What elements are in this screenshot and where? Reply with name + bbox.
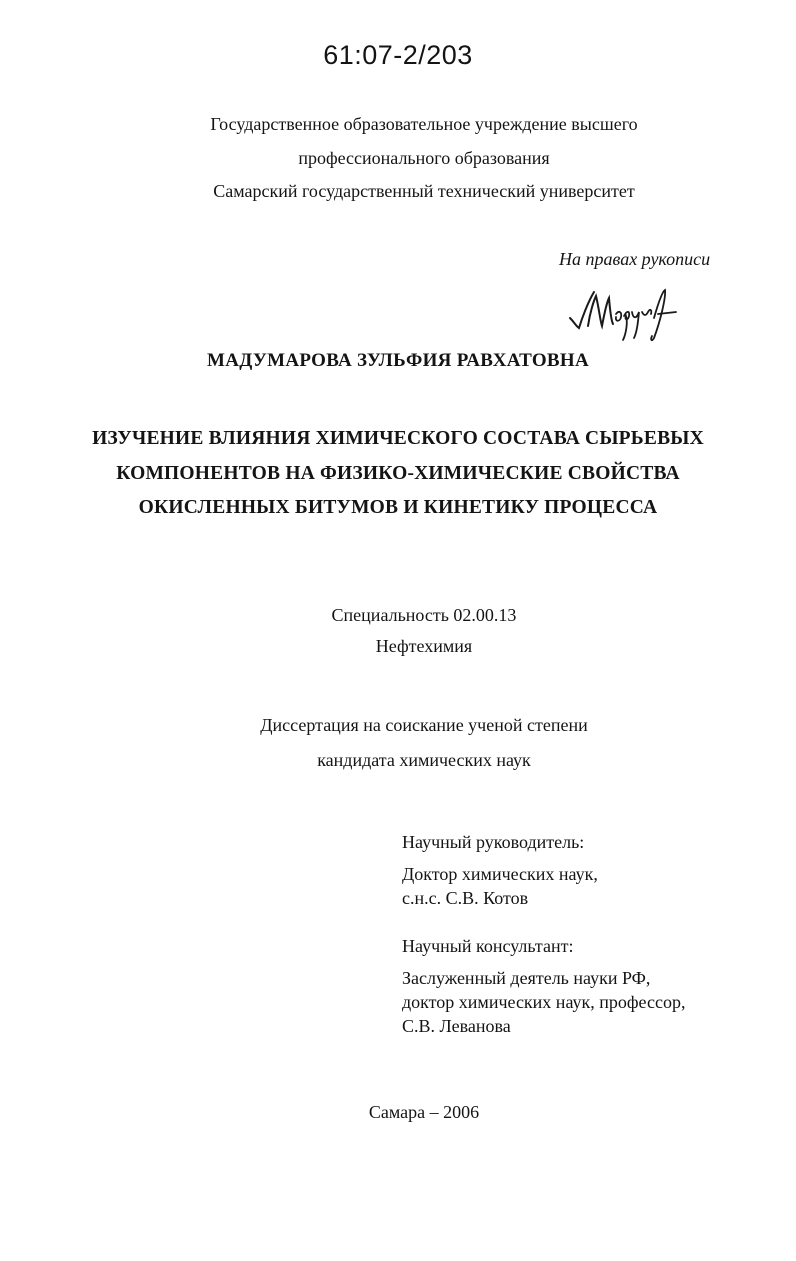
dissertation-title-line-1: ИЗУЧЕНИЕ ВЛИЯНИЯ ХИМИЧЕСКОГО СОСТАВА СЫРЬЕВЫХ	[92, 428, 704, 449]
dissertation-title-line-3: ОКИСЛЕННЫХ БИТУМОВ И КИНЕТИКУ ПРОЦЕССА	[138, 497, 658, 518]
institution-line-3: Самарский государственный технический университет	[213, 181, 635, 201]
supervisor-label: Научный руководитель:	[402, 832, 585, 852]
supervisor-line-1: Доктор химических наук,	[402, 864, 598, 884]
catalog-number-text: 61:07-2/203	[323, 40, 473, 70]
city-year: Самара – 2006	[368, 1102, 480, 1122]
specialty-code: Специальность 02.00.13	[331, 605, 517, 625]
specialty-field: Нефтехимия	[375, 636, 473, 656]
consultant-line-3: С.В. Леванова	[402, 1016, 511, 1036]
author-name: МАДУМАРОВА ЗУЛЬФИЯ РАВХАТОВНА	[206, 350, 589, 371]
consultant-line-1: Заслуженный деятель науки РФ,	[402, 968, 651, 988]
institution-line-1: Государственное образовательное учреждение высшего	[210, 114, 638, 134]
handwritten-signature	[566, 282, 678, 344]
degree-line-1: Диссертация на соискание ученой степени	[260, 715, 588, 735]
supervisor-line-2: с.н.с. С.В. Котов	[402, 888, 529, 908]
dissertation-title-line-2: КОМПОНЕНТОВ НА ФИЗИКО-ХИМИЧЕСКИЕ СВОЙСТВА	[116, 463, 680, 484]
manuscript-note: На правах рукописи	[559, 249, 711, 269]
degree-line-2: кандидата химических наук	[317, 750, 531, 770]
institution-line-2: профессионального образования	[298, 148, 550, 168]
consultant-line-2: доктор химических наук, профессор,	[402, 992, 686, 1012]
consultant-label: Научный консультант:	[402, 936, 574, 956]
catalog-number	[0, 40, 796, 71]
